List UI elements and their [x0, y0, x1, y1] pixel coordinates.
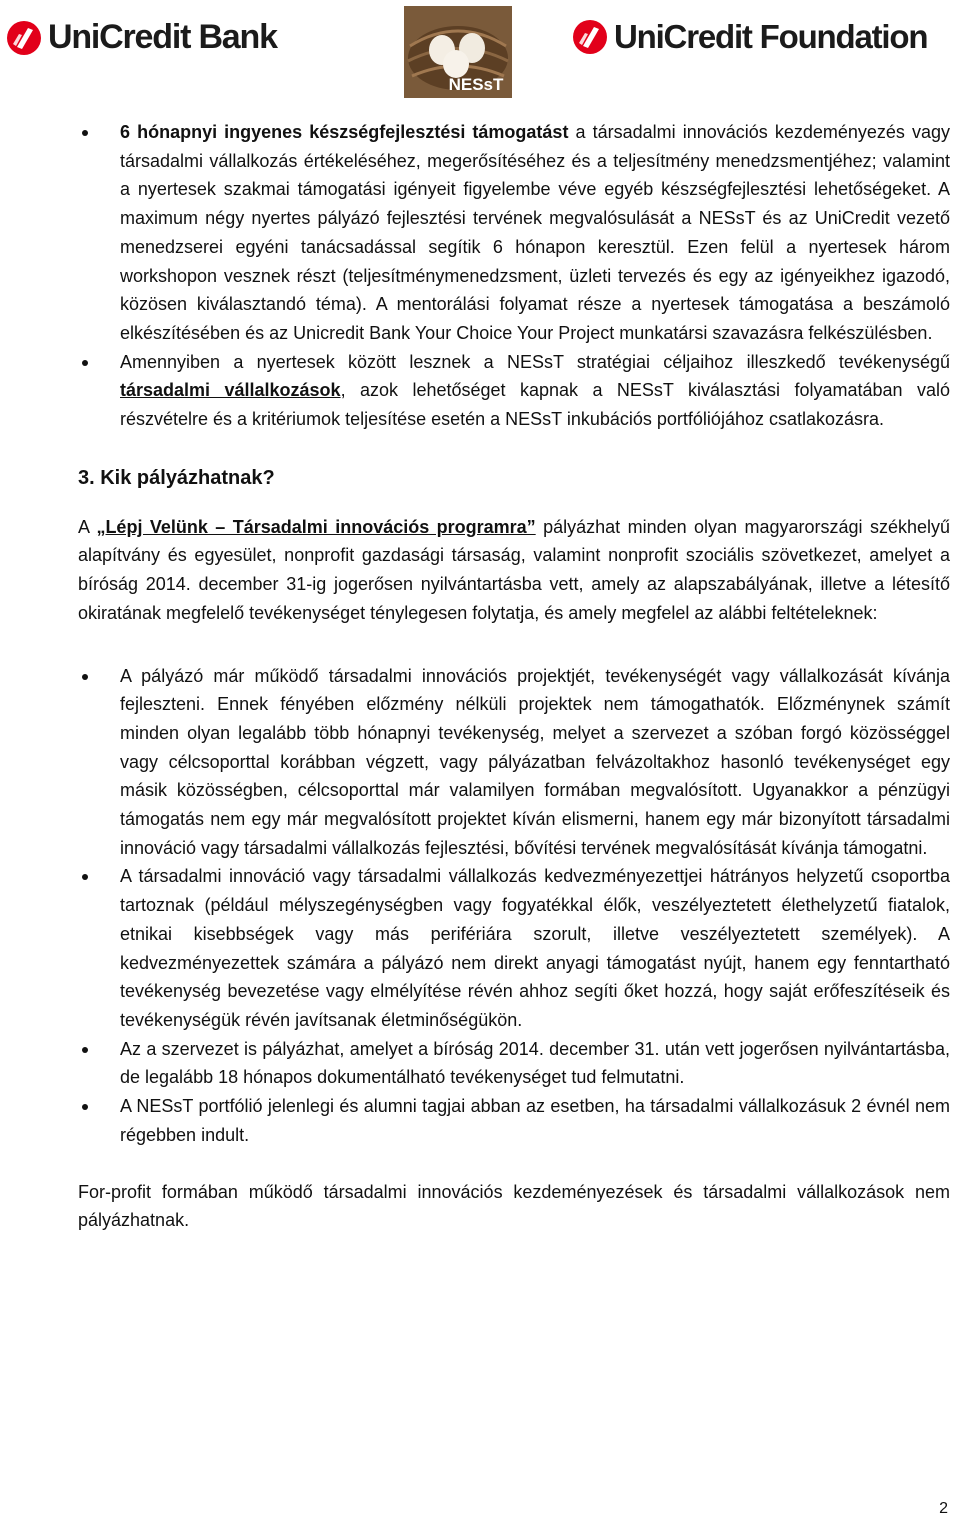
- closing-paragraph: For-profit formában működő társadalmi innovációs kezdeményezések és társadalmi vállalkozások nem pályázhatnak.: [78, 1181, 950, 1231]
- unicredit-mark-icon: [6, 20, 42, 56]
- page-number: 2: [939, 1500, 948, 1517]
- nesst-nest-logo: [404, 6, 512, 98]
- nesst-logo-text: NESsT: [448, 75, 504, 94]
- document-body: [78, 118, 950, 1235]
- unicredit-foundation-logo: [572, 18, 927, 56]
- eligibility-intro: A „Lépj Velünk – Társadalmi innovációs programra” pályázhat minden olyan magyarországi székhelyű alapítvány és egyesület, nonprofit gazdasági társaság, valamint nonprofit szociális szövetkezet, amelyet a bíróság 2014. december 31-ig jogerősen nyilvántartásba vett, amely az alapszabályának, illetve a létesítő okiratának megfelelő tevékenységet ténylegesen folytatja, és amely megfelel az alábbi feltételeknek:: [78, 516, 951, 623]
- page-header: [0, 0, 960, 100]
- benefits-list: [78, 118, 950, 434]
- list-item: Az a szervezet is pályázhat, amelyet a bíróság 2014. december 31. után vett jogerősen nyilvántartásba, de legalább 18 hónapos dokumentálható tevékenységet tud felmutatni.: [78, 1035, 950, 1092]
- list-item: A társadalmi innováció vagy társadalmi vállalkozás kedvezményezettjei hátrányos helyzetű csoportba tartoznak (például mélyszegénységben vagy fogyatékkal élők, veszélyeztetett élethelyzetű fiatalok, etnikai kisebbségek vagy más perifériára szorult, illetve veszélyeztetett személyek). A kedvezményezettek számára a pályázó nem direkt anyagi támogatást nyújt, hanem egy fenntartható tevékenység bevezetése vagy elmélyítése révén ahhoz segíti őket hozzá, hogy saját erőfeszítéseik és tevékenységük révén javítsanak életminőségükön.: [78, 862, 950, 1034]
- unicredit-mark-icon: [572, 19, 608, 55]
- list-item: Amennyiben a nyertesek között lesznek a NESsT stratégiai céljaihoz illeszkedő tevékenységű társadalmi vállalkozások, azok lehetőséget kapnak a NESsT kiválasztási folyamatában való részvételre és a kritériumok teljesítése esetén a NESsT inkubációs portfóliójához csatlakozásra.: [78, 348, 950, 434]
- bank-logo-text: UniCredit Bank: [48, 18, 277, 56]
- list-item: 6 hónapnyi ingyenes készségfejlesztési támogatást a társadalmi innovációs kezdeményezés vagy társadalmi vállalkozás értékeléséhez, megerősítéséhez és a teljesítmény menedzsmentjéhez; valamint a nyertesek szakmai támogatási igényeit figyelembe véve egyéb készségfejlesztési lehetőségeket. A maximum négy nyertes pályázó fejlesztési tervének megvalósulását a NESsT és az UniCredit vezető menedzserei egyéni tanácsadással segítik 6 hónapon keresztül. Ezen felül a nyertesek három workshopon vesznek részt (teljesítménymenedzsment, üzleti tervezés és egy az igényeikhez igazodó, közösen kiválasztandó téma). A mentorálási folyamat része a nyertesek támogatása a beszámoló elkészítésében és az Unicredit Bank Your Choice Your Project munkatársi szavazásra felkészülésben.: [78, 118, 950, 348]
- list-item: A NESsT portfólió jelenlegi és alumni tagjai abban az esetben, ha társadalmi vállalkozásuk 2 évnél nem régebben indult.: [78, 1092, 950, 1149]
- list-item: A pályázó már működő társadalmi innovációs projektjét, tevékenységét vagy vállalkozását kívánja fejleszteni. Ennek fényében előzmény nélküli projektek nem támogathatók. Előzménynek számít minden olyan legalább több hónapnyi tevékenység, melyet a szervezet a szóban forgó közösséggel vagy célcsoporttal korábban végzett, vagy pályázatban felvázoltakhoz hasonló tevékenységet egy másik közösségben, célcsoporttal már valamilyen formában megvalósított. Ugyanakkor a pénzügyi támogatás nem egy már megvalósított projektet kíván elismerni, hanem egy már bizonyított társadalmi innováció vagy társadalmi vállalkozás fejlesztési, bővítési tervének megvalósítását kívánja támogatni.: [78, 662, 950, 863]
- foundation-logo-text: UniCredit Foundation: [614, 18, 928, 55]
- unicredit-bank-logo: [6, 18, 277, 57]
- eligibility-list: [78, 662, 950, 1150]
- section-heading: 3. Kik pályázhatnak?: [78, 466, 275, 489]
